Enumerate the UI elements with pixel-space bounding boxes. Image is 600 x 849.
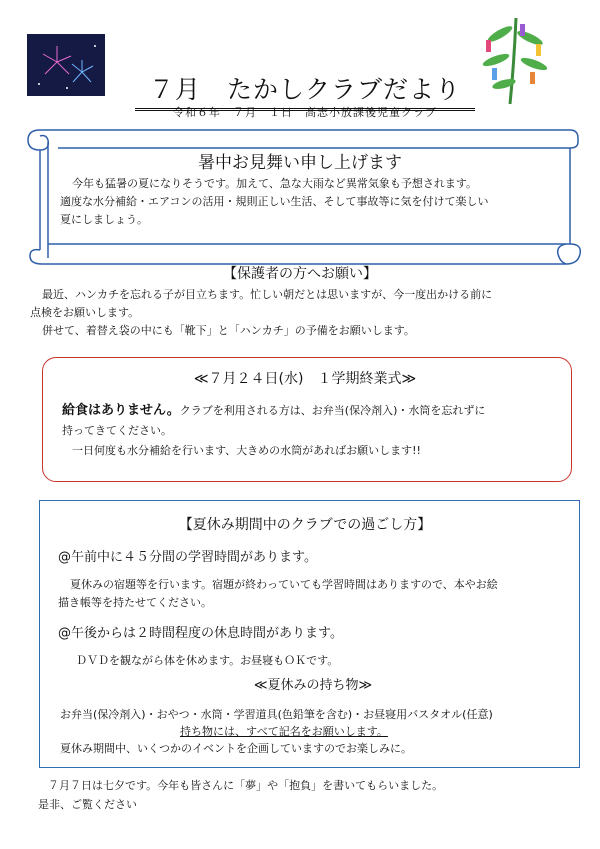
page-title: ７月 たかしクラブだより bbox=[135, 70, 475, 111]
ceremony-line: 持ってきてください。 bbox=[62, 424, 172, 437]
morning-study-heading: @午前中に４５分間の学習時間があります。 bbox=[58, 550, 317, 565]
parents-text bbox=[30, 286, 575, 340]
tanabata-note bbox=[38, 776, 578, 814]
footer-line: ７月７日は七夕です。今年も皆さんに「夢」や「抱負」を書いてもらいました。 bbox=[48, 779, 444, 792]
afternoon-rest-text: ＤＶＤを観ながら体を休めます。お昼寝もＯＫです。 bbox=[76, 654, 339, 667]
belongings-note: 持ち物には、すべて記名をお願いします。 bbox=[180, 725, 388, 738]
page-subtitle: 令和６年 ７月 １日 高志小放課後児童クラブ bbox=[173, 106, 437, 119]
summer-line: 夏にしましょう。 bbox=[60, 213, 148, 226]
morning-line: 夏休みの宿題等を行います。宿題が終わっていても学習時間はありますので、本やお絵 bbox=[70, 578, 498, 591]
parents-line: 点検をお願いします。 bbox=[30, 306, 140, 319]
morning-study-text bbox=[58, 576, 568, 612]
ceremony-text bbox=[62, 401, 562, 461]
parents-heading: 【保護者の方へお願い】 bbox=[223, 266, 377, 282]
summer-greeting-heading: 暑中お見舞い申し上げます bbox=[198, 153, 402, 173]
ceremony-line: クラブを利用される方は、お弁当(保冷剤入)・水筒を忘れずに bbox=[179, 404, 486, 417]
parents-line: 最近、ハンカチを忘れる子が目立ちます。忙しい朝だとは思いますが、今一度出かける前に bbox=[42, 288, 493, 301]
fireworks-illustration bbox=[27, 34, 105, 96]
no-lunch-notice: 給食はありません。 bbox=[62, 403, 180, 418]
tanabata-bamboo-illustration bbox=[470, 14, 558, 106]
summer-line: 今年も猛暑の夏になりそうです。加えて、急な大雨など異常気象も予想されます。 bbox=[72, 177, 478, 190]
summer-line: 適度な水分補給・エアコンの活用・規則正しい生活、そして事故等に気を付けて楽しい bbox=[60, 195, 489, 208]
afternoon-rest-heading: @午後からは２時間程度の休息時間があります。 bbox=[58, 626, 343, 641]
morning-line: 描き帳等を持たせてください。 bbox=[58, 596, 212, 609]
ceremony-heading: ≪７月２４日(水) １学期終業式≫ bbox=[193, 371, 417, 387]
belongings-heading: ≪夏休みの持ち物≫ bbox=[253, 678, 373, 693]
footer-line: 是非、ご覧ください bbox=[38, 798, 137, 811]
belongings-list: お弁当(保冷剤入)・おやつ・水筒・学習道具(色鉛筆を含む)・お昼寝用バスタオル(任意) bbox=[60, 708, 493, 721]
summer-break-heading: 【夏休み期間中のクラブでの過ごし方】 bbox=[178, 517, 432, 533]
parents-line: 併せて、着替え袋の中にも「靴下」と「ハンカチ」の予備をお願いします。 bbox=[42, 324, 415, 337]
summer-greeting-text bbox=[60, 175, 552, 229]
ceremony-line: 一日何度も水分補給を行います、大きめの水筒があればお願いします!! bbox=[72, 444, 421, 457]
events-note: 夏休み期間中、いくつかのイベントを企画していますのでお楽しみに。 bbox=[60, 742, 412, 755]
